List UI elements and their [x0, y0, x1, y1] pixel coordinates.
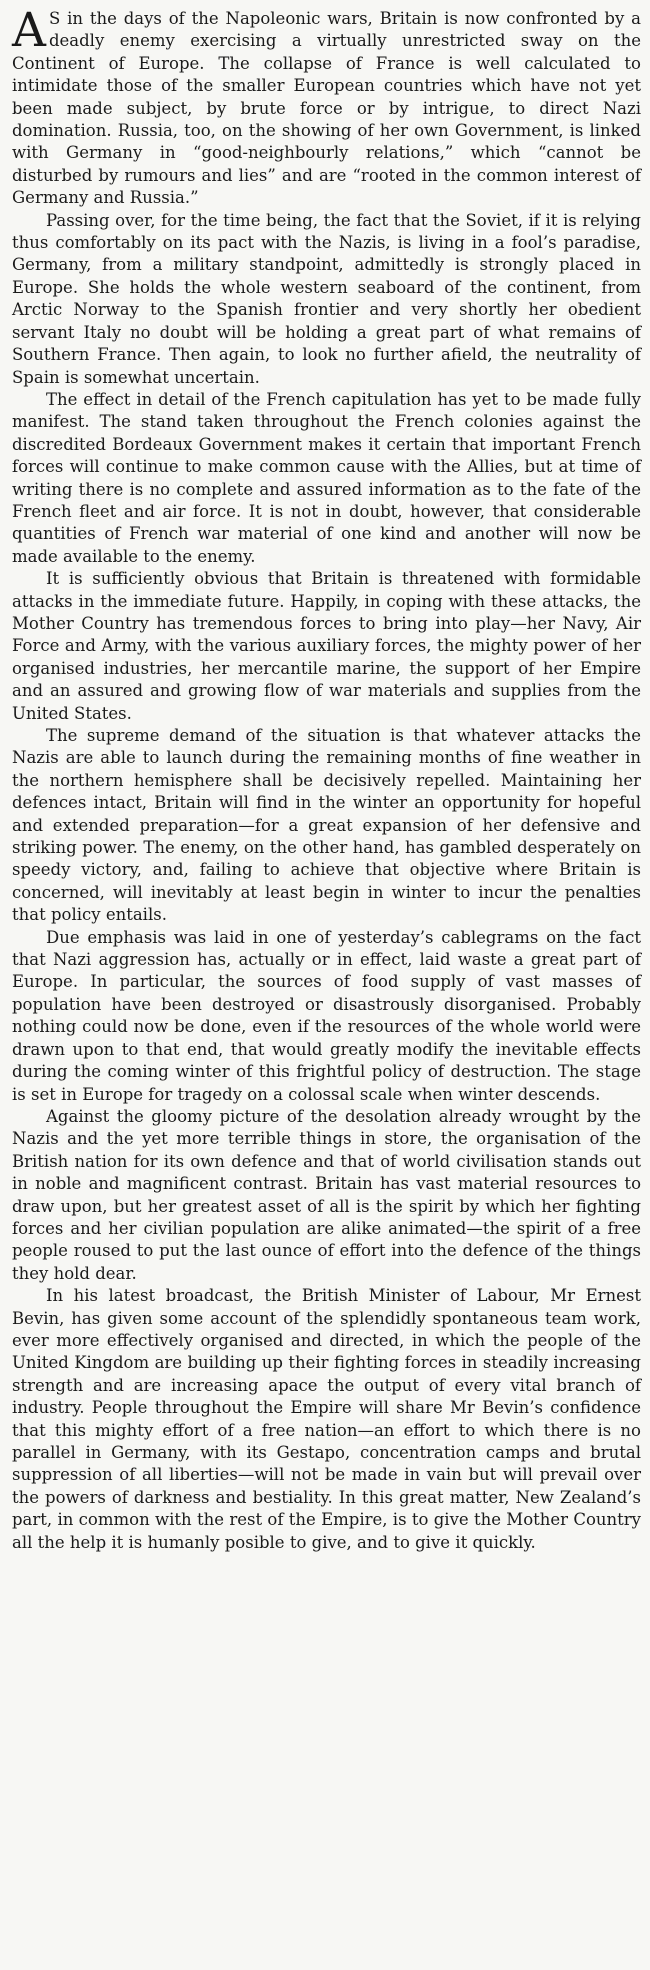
article-paragraph-6: Due emphasis was laid in one of yesterday’s cablegrams on the fact that Nazi aggression has, actually or in effect, laid waste a great part of Europe. In particular, the sources of food supply of vast masses of population have been destroyed or disastrously disorganised. Probably nothing could now be done, even if the resources of the whole world were drawn upon to that end, that would greatly modify the inevitable effects during the coming winter of this frightful policy of destruction. The stage is set in Europe for tragedy on a colossal scale when winter descends.	[12, 927, 641, 1104]
article-paragraph-3: The effect in detail of the French capitulation has yet to be made fully manifest. The stand taken throughout the French colonies against the discredited Bordeaux Government makes it certain that important French forces will continue to make common cause with the Allies, but at time of writing there is no complete and assured information as to the fate of the French fleet and air force. It is not in doubt, however, that considerable quantities of French war material of one kind and another will now be made available to the enemy.	[12, 389, 641, 566]
article-paragraph-2: Passing over, for the time being, the fact that the Soviet, if it is relying thus comfortably on its pact with the Nazis, is living in a fool’s paradise, Germany, from a military standpoint, admittedly is strongly placed in Europe. She holds the whole western seaboard of the continent, from Arctic Norway to the Spanish frontier and very shortly her obedient servant Italy no doubt will be holding a great part of what remains of Southern France. Then again, to look no further afield, the neutrality of Spain is somewhat uncertain.	[12, 210, 641, 387]
article-paragraph-4: It is sufficiently obvious that Britain is threatened with formidable attacks in the immediate future. Happily, in coping with these attacks, the Mother Country has tremendous forces to bring into play—her Navy, Air Force and Army, with the various auxiliary forces, the mighty power of her organised industries, her mercantile marine, the support of her Empire and an assured and growing flow of war materials and supplies from the United States.	[12, 569, 641, 723]
article-paragraph-1	[12, 3, 641, 210]
article-paragraph-8: In his latest broadcast, the British Minister of Labour, Mr Ernest Bevin, has given some account of the splendidly spontaneous team work, ever more effectively organised and directed, in which the people of the United Kingdom are building up their fighting forces in steadily increasing strength and are increasing apace the output of every vital branch of industry. People throughout the Empire will share Mr Bevin’s confidence that this mighty effort of a free nation—an effort to which there is no parallel in Germany, with its Gestapo, concentration camps and brutal suppression of all liberties—will not be made in vain but will prevail over the powers of darkness and bestiality. In this great matter, New Zealand’s part, in common with the rest of the Empire, is to give the Mother Country all the help it is humanly posible to give, and to give it quickly.	[12, 1286, 641, 1552]
paragraph-text: S in the days of the Napoleonic wars, Britain is now confronted by a deadly enemy exercising a virtually unrestricted sway on the Continent of Europe. The collapse of France is well calculated to intimidate those of the smaller European countries which have not yet been made subject, by brute force or by intrigue, to direct Nazi domination. Russia, too, on the showing of her own Government, is linked with Germany in “good-neighbourly relations,” which “cannot be disturbed by rumours and lies” and are “rooted in the common interest of Germany and Russia.”	[12, 9, 641, 208]
article-paragraph-5: The supreme demand of the situation is that whatever attacks the Nazis are able to launch during the remaining months of fine weather in the northern hemisphere shall be decisively repelled. Maintaining her defences intact, Britain will find in the winter an opportunity for hopeful and extended preparation—for a great expansion of her defensive and striking power. The enemy, on the other hand, has gambled desperately on speedy victory, and, failing to achieve that objective where Britain is concerned, will inevitably at least begin in winter to incur the penalties that policy entails.	[12, 726, 641, 925]
article-paragraph-7: Against the gloomy picture of the desolation already wrought by the Nazis and the yet more terrible things in store, the organisation of the British nation for its own defence and that of world civilisation stands out in noble and magnificent contrast. Britain has vast material resources to draw upon, but her greatest asset of all is the spirit by which her fighting forces and her civilian population are alike animated—the spirit of a free people roused to put the last ounce of effort into the defence of the things they hold dear.	[12, 1106, 641, 1283]
drop-cap-initial: A	[12, 3, 46, 58]
